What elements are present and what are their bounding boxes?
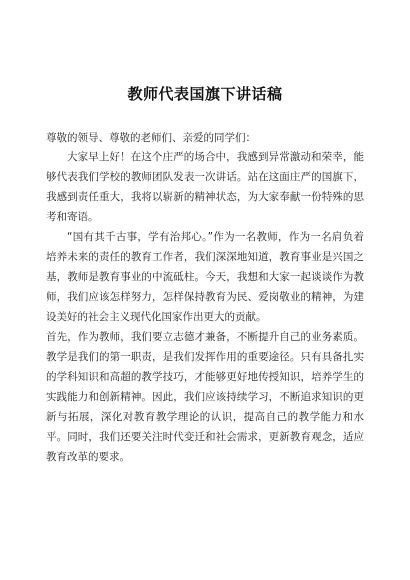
salutation: 尊敬的领导、尊敬的老师们、亲爱的同学们： bbox=[46, 132, 256, 144]
paragraph-first-point: 首先，作为教师，我们要立志德才兼备，不断提升自己的业务素质。教学是我们的第一职责，是我们发挥作用的重要途径。只有具备扎实的学科知识和高超的教学技巧，才能够更好地传授知识，培养学生的实践能力和创新精神。因此，我们应该持续学习，不断追求知识的更新与拓展，深化对教育教学理论的认识，提高自己的教学能力和水平。同时，我们还要关注时代变迁和社会需求，更新教育观念，适应教育改革的要求。 bbox=[46, 331, 364, 463]
paragraph-greeting: 大家早上好！在这个庄严的场合中，我感到异常激动和荣幸，能够代表我们学校的教师团队发表一次讲话。站在这面庄严的国旗下，我感到责任重大，我将以崭新的精神状态，为大家奉献一份特殊的思考和寄语。 bbox=[46, 151, 364, 223]
document-title: 教师代表国旗下讲话稿 bbox=[127, 85, 283, 103]
paragraph-quote: “国有其千古事，学有治邦心。”作为一名教师，作为一名肩负着培养未来的责任的教育工作者，我们深深地知道，教育事业是兴国之基，教师是教育事业的中流砥柱。今天，我想和大家一起谈谈作为教师，我们应该怎样努力，怎样保持教育为民、爱岗敬业的精神，为建设美好的社会主义现代化国家作出更大的贡献。 bbox=[46, 231, 364, 323]
speech-body bbox=[46, 147, 364, 467]
